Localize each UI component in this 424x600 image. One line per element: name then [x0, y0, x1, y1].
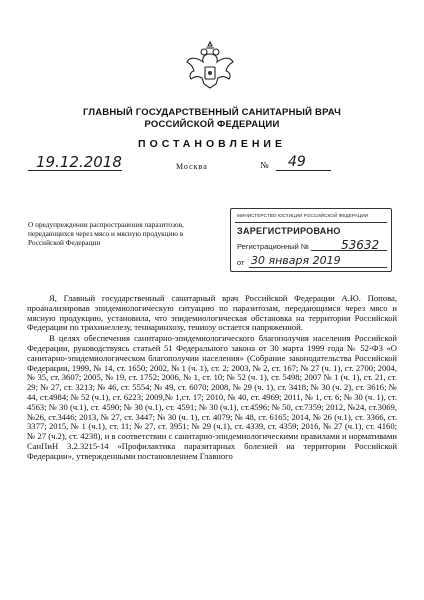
decree-body [27, 294, 397, 463]
stamp-date-label: от [237, 258, 245, 267]
body-paragraph: В целях обеспечения санитарно-эпидемиологического благополучия населения Российской Федерации, руководствуясь статьей 51 Федерального закона от 30 марта 1999 года № 52-ФЗ «О санитарно-эпидемиологическом благополучии населения» (Собрание законодательства Российской Федерации, 1999, № 14, ст. 1650; 2002, № 1 (ч. 1), ст. 2; 2003, № 2, ст. 167; № 27 (ч. 1), ст. 2700; 2004, № 35, ст. 3607; 2005, № 19, ст. 1752; 2006, № 1, ст. 10; № 52 (ч. 1), ст. 5498; 2007 № 1 (ч. 1), ст. 21, ст. 29; № 27, ст. 3213; № 46, ст. 5554; № 49, ст. 6070; 2008, № 29 (ч. 1), ст. 3418; № 30 (ч. 2), ст. 3616; № 44, ст.4984; № 52 (ч.1), ст. 6223; 2009,№ 1,ст. 17; 2010, № 40, ст. 4969; 2011, № 1, ст. 6; № 30 (ч. 1), ст. 4563; № 30 (ч.1), ст. 4590; № 30 (ч.1), ст. 4591; № 30 (ч.1), ст.4596; № 50, ст.7359; 2012, №24, ст.3069, №26, ст.3446; 2013, № 27, ст. 3447; № 30 (ч. 1), ст. 4079; № 48, ст. 6165; 2014, № 26 (ч.1), ст. 3366, ст. 3377; 2015, № 1 (ч.1), ст. 11; № 27, ст. 3951; № 29 (ч.1), ст. 4339, ст. 4359; 2016, № 27 (ч.1), ст. 4160; № 27 (ч.2), ст. 4238), и в соответствии с санитарно-эпидемиологическими правилами и нормативами СанПиН 3.2.3215-14 «Профилактика паразитарных болезней на территории Российской Федерации», утвержденными постановлением Главного [27, 333, 397, 461]
authority-title-line2: РОССИЙСКОЙ ФЕДЕРАЦИИ [144, 119, 280, 130]
city: Москва [176, 162, 208, 171]
body-paragraph: Я, Главный государственный санитарный врач Российской Федерации А.Ю. Попова, проанализировав эпидемиологическую ситуацию по паразитозам, передающимся через мясо и мясную продукцию, установила, что эпидемиологическая обстановка на территории Российской Федерации по трихинеллезу, тениаринхозу, тениозу остается напряженной. [27, 293, 397, 333]
stamp-divider [235, 222, 387, 223]
decree-number: 49 [288, 154, 306, 170]
number-label: № [260, 160, 269, 170]
stamp-registered: ЗАРЕГИСТРИРОВАНО [237, 226, 341, 236]
authority-title-line1: ГЛАВНЫЙ ГОСУДАРСТВЕННЫЙ САНИТАРНЫЙ ВРАЧ [83, 107, 341, 118]
stamp-ministry: МИНИСТЕРСТВО ЮСТИЦИИ РОССИЙСКОЙ ФЕДЕРАЦИИ [237, 213, 369, 218]
document-type: ПОСТАНОВЛЕНИЕ [138, 138, 286, 150]
registration-stamp [230, 208, 392, 272]
stamp-date-underline [249, 267, 387, 268]
russian-coat-of-arms-icon [182, 40, 238, 96]
stamp-reg-label: Регистрационный № [237, 242, 309, 251]
stamp-reg-underline [311, 250, 387, 251]
stamp-reg-number: 53632 [341, 238, 380, 252]
number-underline [276, 170, 331, 171]
stamp-date-value: 30 января 2019 [251, 254, 341, 267]
decree-subject: О предупреждении распространения паразитозов, передающихся через мясо и мясную продукцию в Российской Федерации [28, 220, 184, 247]
decree-date: 19.12.2018 [36, 153, 122, 171]
date-underline [28, 170, 122, 171]
